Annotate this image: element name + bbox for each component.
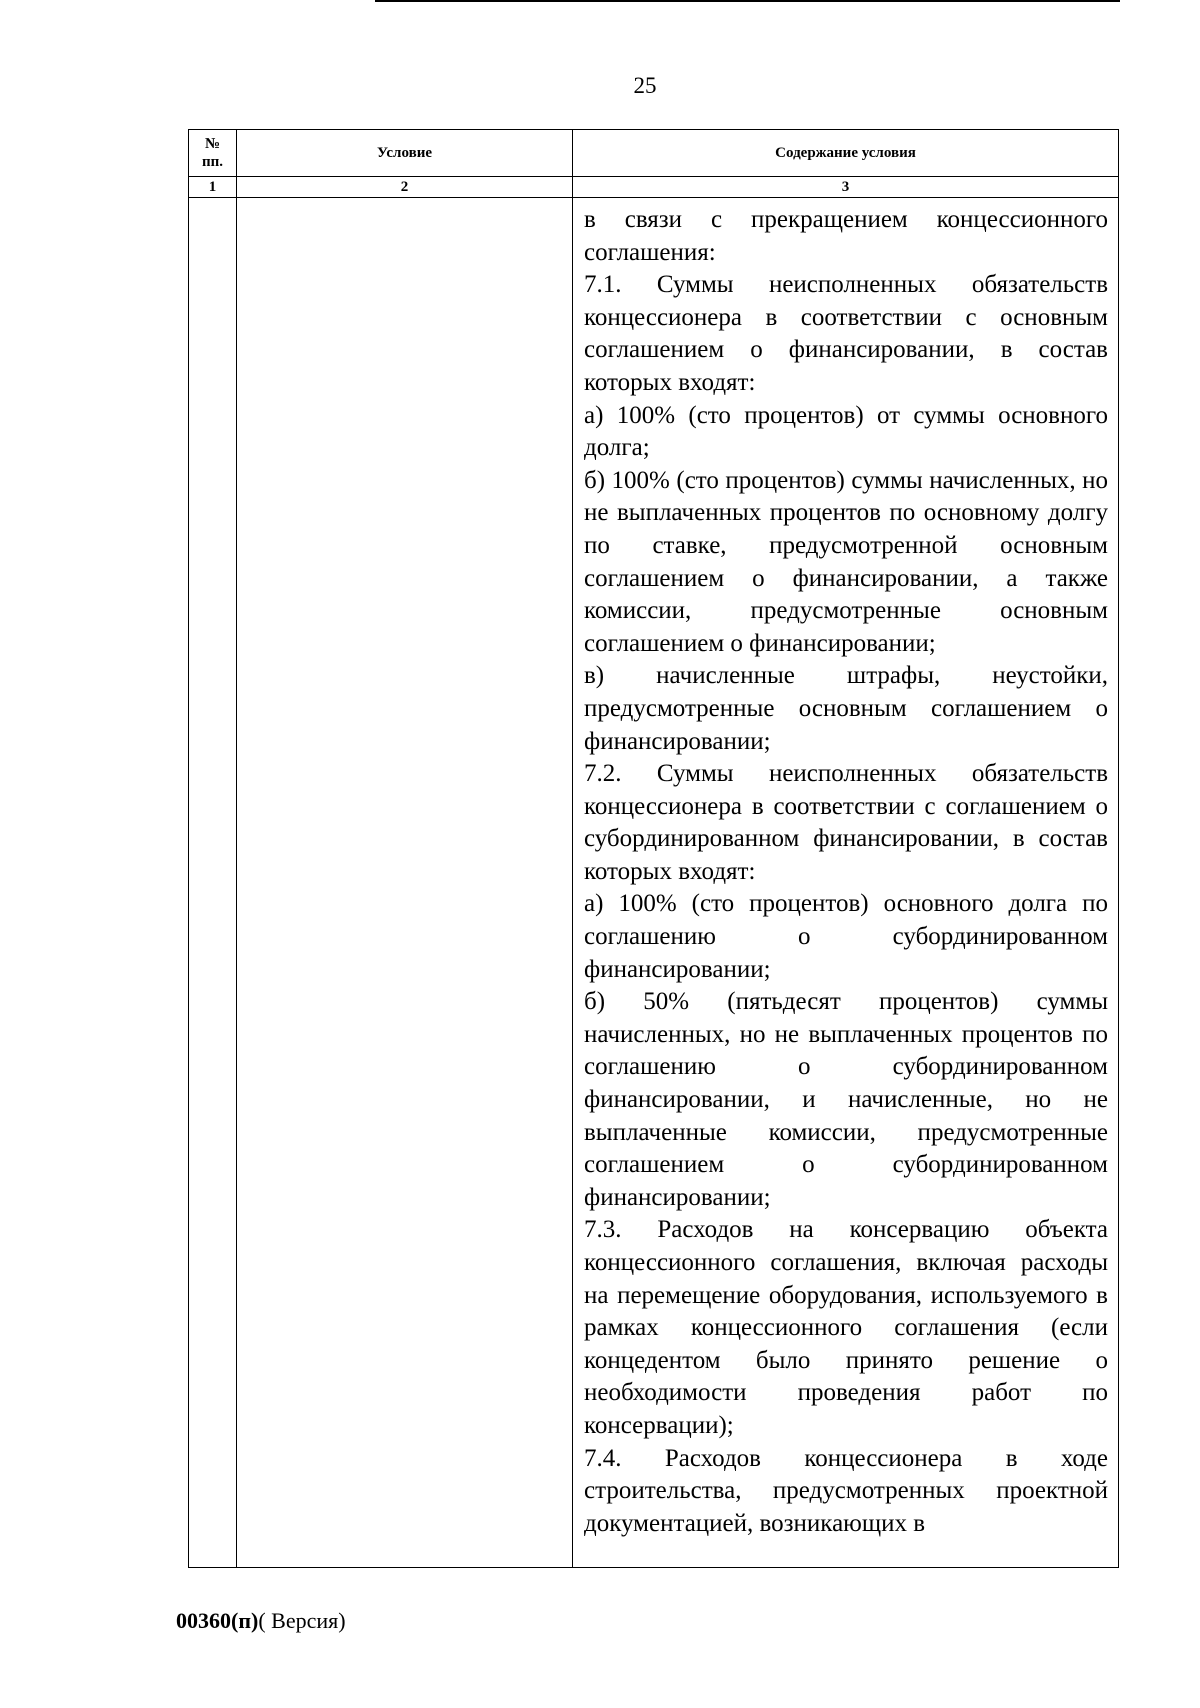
content-paragraph: в связи с прекращением концессионного соглашения: [584,206,1108,266]
content-paragraph: а) 100% (сто процентов) от суммы основного долга; [584,401,1108,462]
content-paragraph: б) 50% (пятьдесят процентов) суммы начисленных, но не выплаченных процентов по соглашению о субординированном финансировании, и начисленные, но не выплаченные комиссии, предусмотренные соглашением о субординированном финансировании; [584,988,1108,1211]
content-paragraph: 7.3. Расходов на консервацию объекта концессионного соглашения, включая расходы на перемещение оборудования, используемого в рамках концессионного соглашения (если концедентом было принято решение о необходимости проведения работ по консервации); [584,1216,1108,1439]
document-code: 00360(п) [176,1608,259,1633]
column-number-1: 1 [189,177,237,198]
table-header-row [189,130,1119,177]
column-number-row [189,177,1119,198]
content-paragraph: в) начисленные штрафы, неустойки, предусмотренные основным соглашением о финансировании; [584,662,1108,755]
content-paragraph: 7.2. Суммы неисполненных обязательств концессионера в соответствии с соглашением о субординированном финансировании, в состав которых входят: [584,760,1108,885]
content-paragraph: 7.4. Расходов концессионера в ходе строительства, предусмотренных проектной документацией, возникающих в [584,1444,1108,1537]
header-num-label: № пп. [201,136,224,170]
cell-num-empty [189,198,237,1568]
content-paragraph: 7.1. Суммы неисполненных обязательств концессионера в соответствии с основным соглашением о финансировании, в состав которых входят: [584,271,1108,396]
table-row [189,198,1119,1568]
document-footer [176,1608,346,1634]
content-paragraph: а) 100% (сто процентов) основного долга по соглашению о субординированном финансировании; [584,890,1108,983]
column-number-2: 2 [237,177,573,198]
header-condition: Условие [237,130,573,177]
header-num [189,130,237,177]
cell-condition-empty [237,198,573,1568]
cell-content [573,198,1119,1568]
version-label: ( Версия) [258,1608,346,1633]
top-border-line [375,0,1120,2]
page-number: 25 [633,73,657,98]
conditions-table [188,129,1119,1568]
content-paragraph: б) 100% (сто процентов) суммы начисленных, но не выплаченных процентов по основному долгу по ставке, предусмотренной основным соглашением о финансировании, а также комиссии, предусмотренные основным соглашением о финансировании; [584,466,1108,657]
column-number-3: 3 [573,177,1119,198]
header-content: Содержание условия [573,130,1119,177]
